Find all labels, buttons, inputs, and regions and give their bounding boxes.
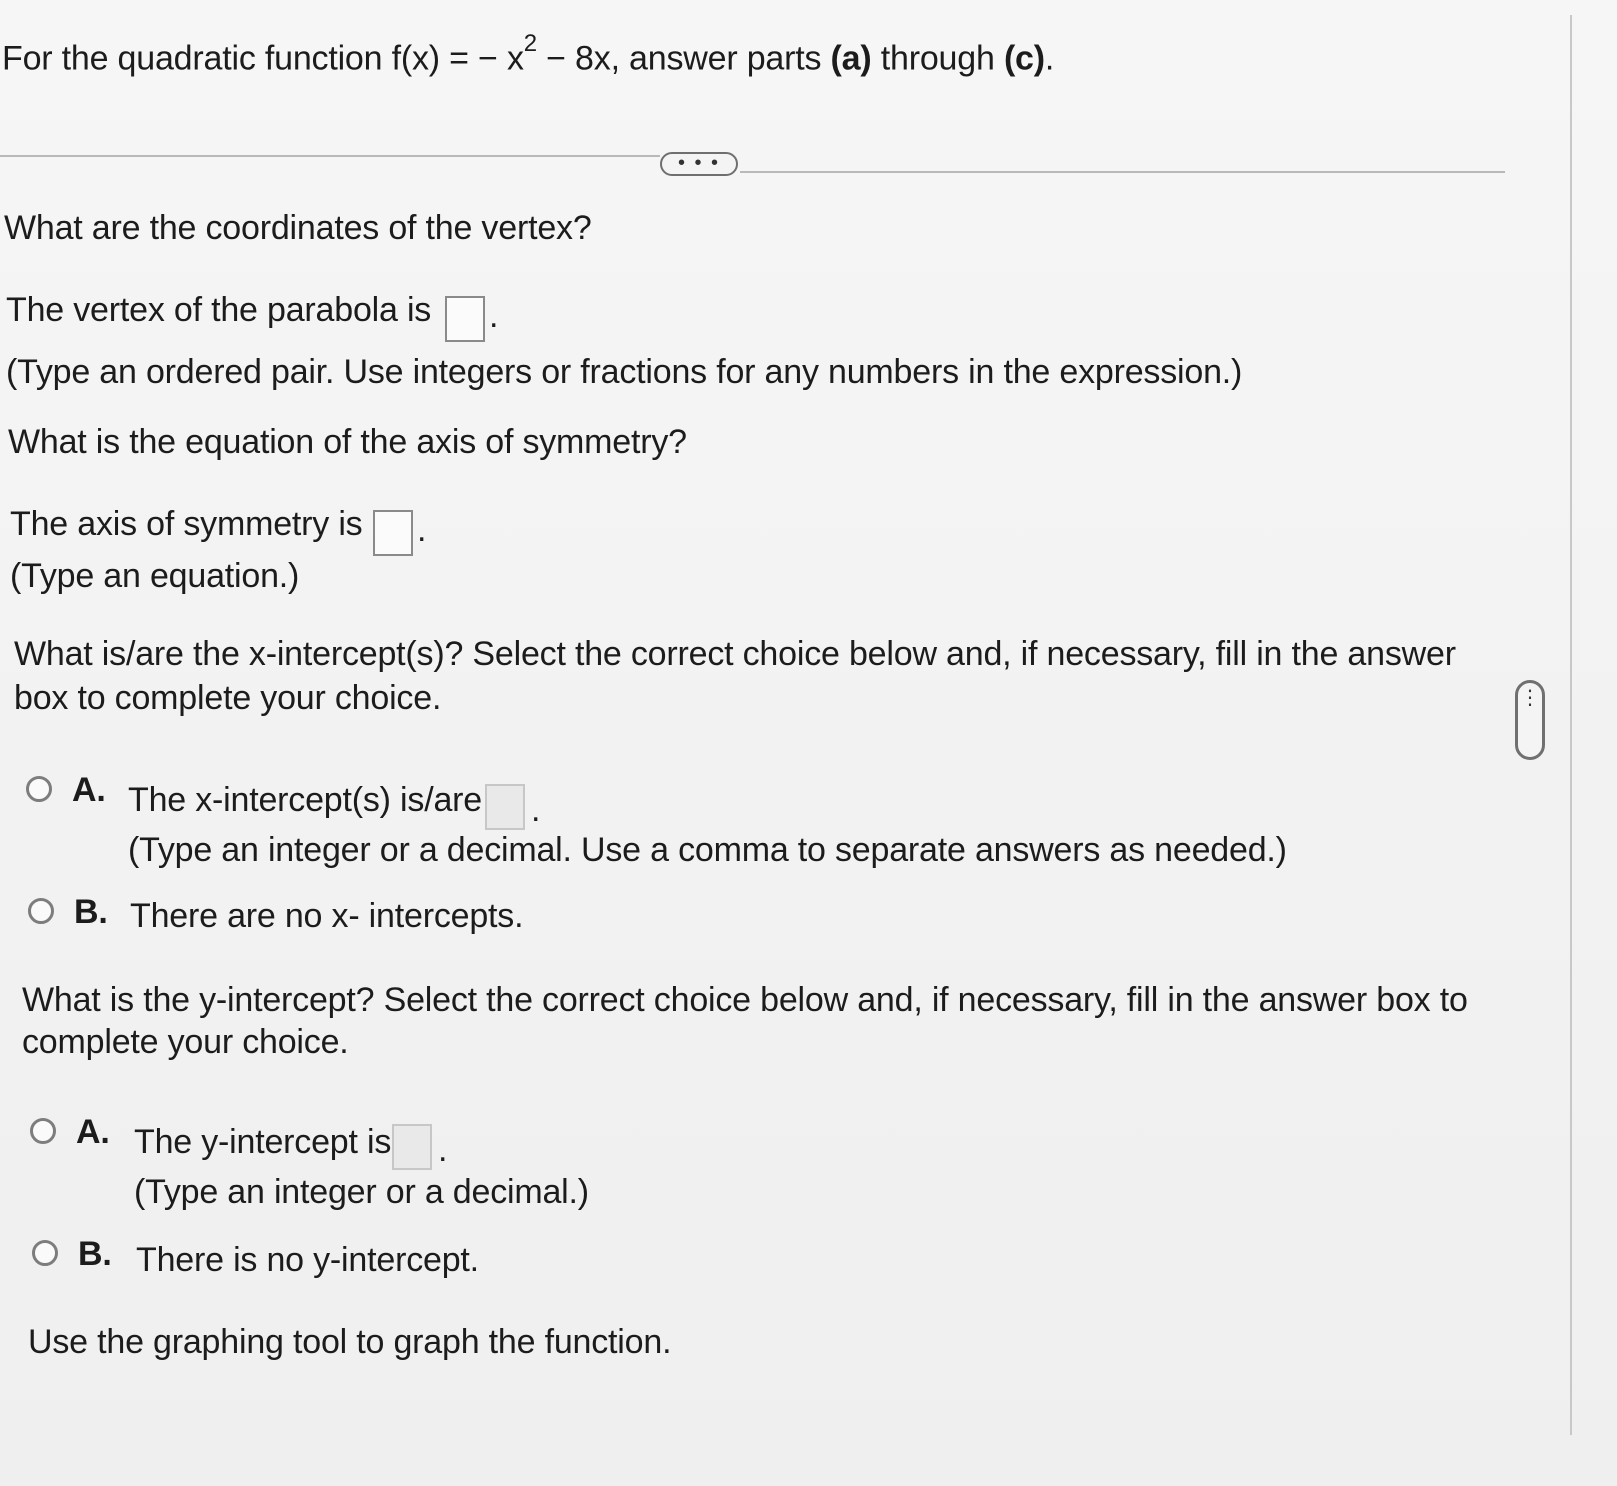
x-intercept-question-line1: What is/are the x-intercept(s)? Select the correct choice below and, if necessary, fill in the answer — [14, 635, 1456, 673]
axis-period: . — [417, 511, 427, 549]
x-intercept-option-b-letter: B. — [74, 893, 108, 931]
y-intercept-option-a-text: The y-intercept is — [134, 1123, 392, 1161]
x-intercept-period: . — [531, 791, 541, 829]
y-intercept-option-a-letter: A. — [76, 1113, 110, 1151]
x-intercept-answer-box[interactable] — [485, 784, 525, 830]
y-intercept-question-line1: What is the y-intercept? Select the correct choice below and, if necessary, fill in the answer box to — [22, 981, 1468, 1019]
exponent: 2 — [523, 30, 537, 57]
y-intercept-period: . — [438, 1131, 448, 1169]
y-intercept-option-a-hint: (Type an integer or a decimal.) — [134, 1173, 589, 1211]
function-text-rest: − 8x, answer parts — [536, 39, 831, 78]
x-intercept-option-b-text: There are no x- intercepts. — [130, 897, 524, 935]
y-intercept-option-b-letter: B. — [78, 1235, 112, 1273]
x-intercept-option-a-text: The x-intercept(s) is/are — [128, 781, 482, 819]
x-intercept-option-a-radio[interactable] — [26, 776, 52, 802]
axis-hint: (Type an equation.) — [10, 557, 300, 595]
panel-resize-handle[interactable]: ⋮ — [1515, 680, 1545, 760]
y-intercept-option-b-text: There is no y-intercept. — [136, 1241, 479, 1279]
divider-left — [0, 155, 660, 157]
vertex-answer-box[interactable] — [445, 296, 485, 342]
part-c-label: (c) — [1003, 39, 1045, 78]
y-intercept-question-line2: complete your choice. — [22, 1023, 349, 1061]
panel-divider — [1570, 15, 1572, 1435]
divider-right — [740, 171, 1505, 173]
x-intercept-question-line2: box to complete your choice. — [14, 679, 442, 717]
vertex-period: . — [489, 297, 499, 335]
function-text: For the quadratic function f(x) = − x — [2, 39, 524, 78]
graph-prompt: Use the graphing tool to graph the function. — [28, 1323, 672, 1361]
vertex-statement: The vertex of the parabola is — [6, 291, 432, 329]
y-intercept-option-a-radio[interactable] — [30, 1118, 56, 1144]
through-text: through — [871, 39, 1004, 78]
y-intercept-option-b-radio[interactable] — [32, 1240, 58, 1266]
x-intercept-option-a-hint: (Type an integer or a decimal. Use a comma to separate answers as needed.) — [128, 831, 1287, 869]
vertex-question: What are the coordinates of the vertex? — [4, 209, 592, 247]
y-intercept-answer-box[interactable] — [392, 1124, 432, 1170]
x-intercept-option-b-radio[interactable] — [28, 898, 54, 924]
vertex-hint: (Type an ordered pair. Use integers or fractions for any numbers in the expression.) — [6, 353, 1243, 391]
part-a-label: (a) — [830, 39, 872, 78]
problem-statement — [2, 30, 1054, 78]
axis-statement: The axis of symmetry is — [10, 505, 363, 543]
expand-more-button[interactable]: • • • — [660, 152, 738, 176]
axis-answer-box[interactable] — [373, 510, 413, 556]
title-period: . — [1044, 39, 1055, 78]
axis-question: What is the equation of the axis of symmetry? — [8, 423, 687, 461]
x-intercept-option-a-letter: A. — [72, 771, 106, 809]
